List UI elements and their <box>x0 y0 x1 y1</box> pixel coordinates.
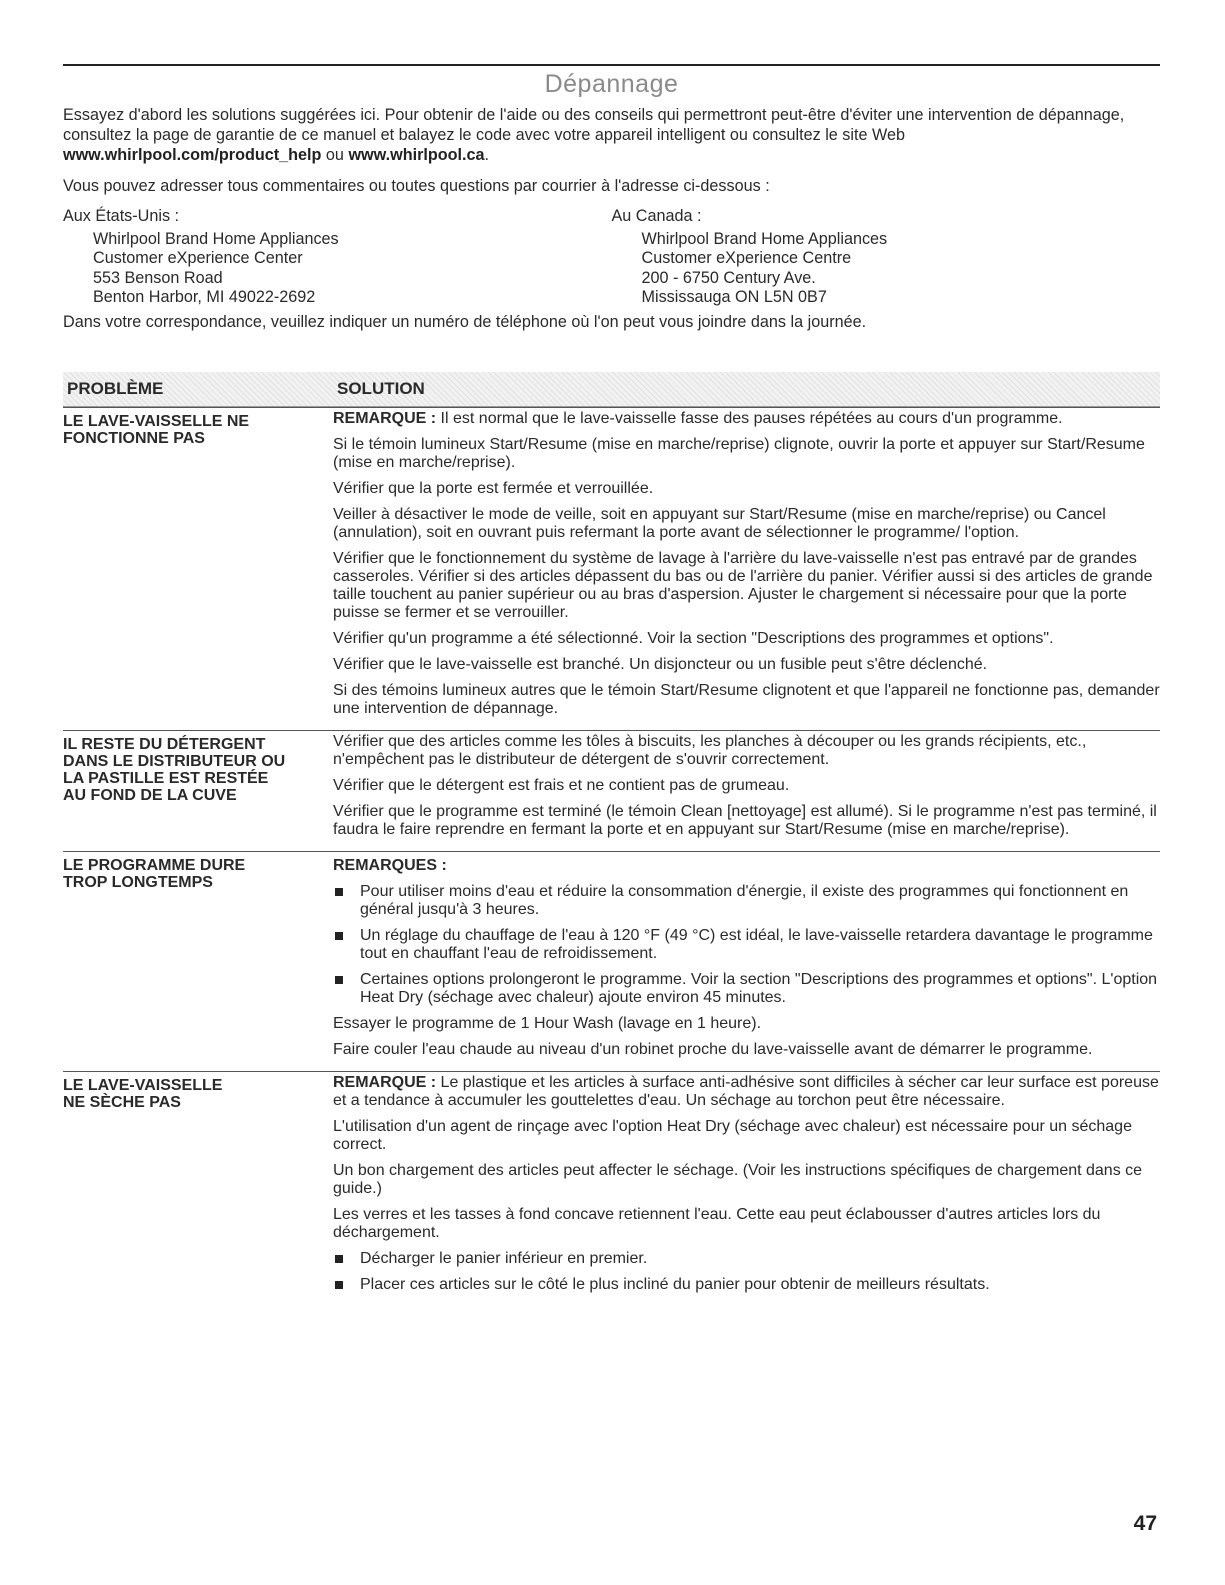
table-header <box>63 372 1160 407</box>
solution-para: Vérifier que le lave-vaisselle est branché. Un disjoncteur ou un fusible peut s'être déclenché. <box>333 655 988 673</box>
note <box>333 1074 1160 1110</box>
bullet-square-icon <box>335 1255 343 1263</box>
address-line: Mississauga ON L5N 0B7 <box>641 288 827 306</box>
bullet-item <box>333 1250 1160 1268</box>
solution-para: Vérifier que des articles comme les tôles à biscuits, les planches à découper ou les grands récipients, etc., n'empêchent pas le distributeur de détergent de s'ouvrir correctement. <box>333 732 1087 768</box>
bullet-item <box>333 1276 1160 1294</box>
column-header-problem: PROBLÈME <box>67 378 164 398</box>
address-us <box>63 207 612 308</box>
bullet-text: Décharger le panier inférieur en premier. <box>360 1249 648 1267</box>
solution-cell <box>333 410 1160 730</box>
mail-text: Vous pouvez adresser tous commentaires ou toutes questions par courrier à l'adresse ci-dessous : <box>63 177 770 195</box>
solution-cell <box>333 1074 1160 1306</box>
bullet-item <box>333 883 1160 919</box>
addresses <box>63 207 1160 308</box>
address-line: 553 Benson Road <box>93 268 223 287</box>
bullet-square-icon <box>335 888 343 896</box>
address-line: Customer eXperience Center <box>93 249 303 267</box>
bullet-text: Placer ces articles sur le côté le plus incliné du panier pour obtenir de meilleurs résultats. <box>360 1275 990 1293</box>
solution-para: L'utilisation d'un agent de rinçage avec l'option Heat Dry (séchage avec chaleur) est nécessaire pour un séchage correct. <box>333 1117 1132 1153</box>
table-row <box>63 1071 1160 1306</box>
solution-para: Vérifier que le fonctionnement du système de lavage à l'arrière du lave-vaisselle n'est pas entravé par de grandes casseroles. Vérifier si des articles dépassent du bas ou de l'arrière du panier. Vérifier aussi si des articles de grande taille touchent au panier supérieur ou au bras d'aspersion. Ajuster le chargement si nécessaire pour que la porte puisse se fermer et se verrouiller. <box>333 549 1153 621</box>
address-line: Benton Harbor, MI 49022-2692 <box>93 288 316 306</box>
table-row <box>63 851 1160 1071</box>
address-line: Customer eXperience Centre <box>641 249 852 267</box>
address-line: Whirlpool Brand Home Appliances <box>93 229 339 248</box>
column-header-solution: SOLUTION <box>337 378 425 398</box>
note-label: REMARQUE : <box>333 1073 437 1091</box>
table-row <box>63 407 1160 730</box>
page-title: Dépannage <box>544 70 679 98</box>
solution-para: Vérifier que le détergent est frais et ne contient pas de grumeau. <box>333 776 790 794</box>
page-number: 47 <box>1133 1512 1157 1535</box>
notes-heading: REMARQUES : <box>333 856 447 874</box>
intro-text: Essayez d'abord les solutions suggérées ici. Pour obtenir de l'aide ou des conseils qui permettront peut-être d'éviter une intervention de dépannage, consultez la page de garantie de ce manuel et balayez le code avec votre appareil intelligent ou consultez le site Web <box>63 106 1125 144</box>
solution-para: Vérifier que le programme est terminé (le témoin Clean [nettoyage] est allumé). Si le programme n'est pas terminé, il faudra le faire reprendre en fermant la porte et en appuyant sur Start/Resume (mise en marche/reprise). <box>333 802 1157 838</box>
solution-para: Si le témoin lumineux Start/Resume (mise en marche/reprise) clignote, ouvrir la porte et appuyer sur Start/Resume (mise en marche/reprise). <box>333 435 1145 471</box>
solution-para: Les verres et les tasses à fond concave retiennent l'eau. Cette eau peut éclabousser d'autres articles lors du déchargement. <box>333 1205 1101 1241</box>
problem-cell: IL RESTE DU DÉTERGENT DANS LE DISTRIBUTEUR OU LA PASTILLE EST RESTÉE AU FOND DE LA CUVE <box>63 735 286 804</box>
address-ca <box>612 207 1161 308</box>
table-row <box>63 730 1160 851</box>
bullet-text: Un réglage du chauffage de l'eau à 120 °F (49 °C) est idéal, le lave-vaisselle retardera davantage le programme tout en chauffant l'eau de refroidissement. <box>360 926 1153 962</box>
address-ca-label: Au Canada : <box>611 207 702 225</box>
intro-or: ou <box>321 146 349 164</box>
troubleshooting-table <box>63 372 1160 1306</box>
note-text: Le plastique et les articles à surface anti-adhésive sont difficiles à sécher car leur surface est poreuse et a tendance à accumuler les gouttelettes d'eau. Un séchage au torchon peut être nécessaire. <box>333 1073 1159 1109</box>
note <box>333 410 1160 428</box>
note-label: REMARQUE : <box>333 409 437 427</box>
solution-cell <box>333 854 1160 1071</box>
bullet-text: Pour utiliser moins d'eau et réduire la consommation d'énergie, il existe des programmes qui fonctionnent en général jusqu'à 3 heures. <box>360 882 1129 918</box>
solution-cell <box>333 733 1160 851</box>
address-line: Whirlpool Brand Home Appliances <box>641 229 888 248</box>
problem-cell: LE PROGRAMME DURE TROP LONGTEMPS <box>63 856 246 891</box>
solution-para: Vérifier que la porte est fermée et verrouillée. <box>333 479 654 497</box>
bullet-item <box>333 971 1160 1007</box>
bullet-item <box>333 927 1160 963</box>
problem-cell: LE LAVE-VAISSELLE NE SÈCHE PAS <box>63 1076 223 1111</box>
bullet-square-icon <box>335 976 343 984</box>
note-text: Il est normal que le lave-vaisselle fasse des pauses répétées au cours d'un programme. <box>436 409 1063 427</box>
solution-para: Faire couler l'eau chaude au niveau d'un robinet proche du lave-vaisselle avant de démarrer le programme. <box>333 1040 1093 1058</box>
address-line: 200 - 6750 Century Ave. <box>641 268 816 287</box>
intro-paragraph <box>63 105 1160 165</box>
whirlpool-ca-link[interactable]: www.whirlpool.ca <box>348 146 485 164</box>
bullet-square-icon <box>335 1281 343 1289</box>
bullet-square-icon <box>335 932 343 940</box>
solution-para: Essayer le programme de 1 Hour Wash (lavage en 1 heure). <box>333 1014 762 1032</box>
solution-para: Si des témoins lumineux autres que le témoin Start/Resume clignotent et que l'appareil ne fonctionne pas, demander une intervention de dépannage. <box>333 681 1160 717</box>
bullet-text: Certaines options prolongeront le programme. Voir la section "Descriptions des programmes et options". L'option Heat Dry (séchage avec chaleur) ajoute environ 45 minutes. <box>360 970 1158 1006</box>
solution-para: Un bon chargement des articles peut affecter le séchage. (Voir les instructions spécifiques de chargement dans ce guide.) <box>333 1161 1143 1197</box>
solution-para: Vérifier qu'un programme a été sélectionné. Voir la section "Descriptions des programmes et options". <box>333 629 1054 647</box>
intro-end: . <box>484 146 490 164</box>
correspondence-text: Dans votre correspondance, veuillez indiquer un numéro de téléphone où l'on peut vous joindre dans la journée. <box>63 312 867 331</box>
address-us-label: Aux États-Unis : <box>63 207 180 225</box>
top-rule <box>63 64 1160 66</box>
problem-cell: LE LAVE-VAISSELLE NE FONCTIONNE PAS <box>63 412 250 447</box>
whirlpool-com-link[interactable]: www.whirlpool.com/product_help <box>63 146 322 164</box>
page <box>63 64 1160 1306</box>
solution-para: Veiller à désactiver le mode de veille, soit en appuyant sur Start/Resume (mise en marche/reprise) ou Cancel (annulation), soit en ouvrant puis refermant la porte avant de sélectionner le programme/ l'option. <box>333 505 1106 541</box>
